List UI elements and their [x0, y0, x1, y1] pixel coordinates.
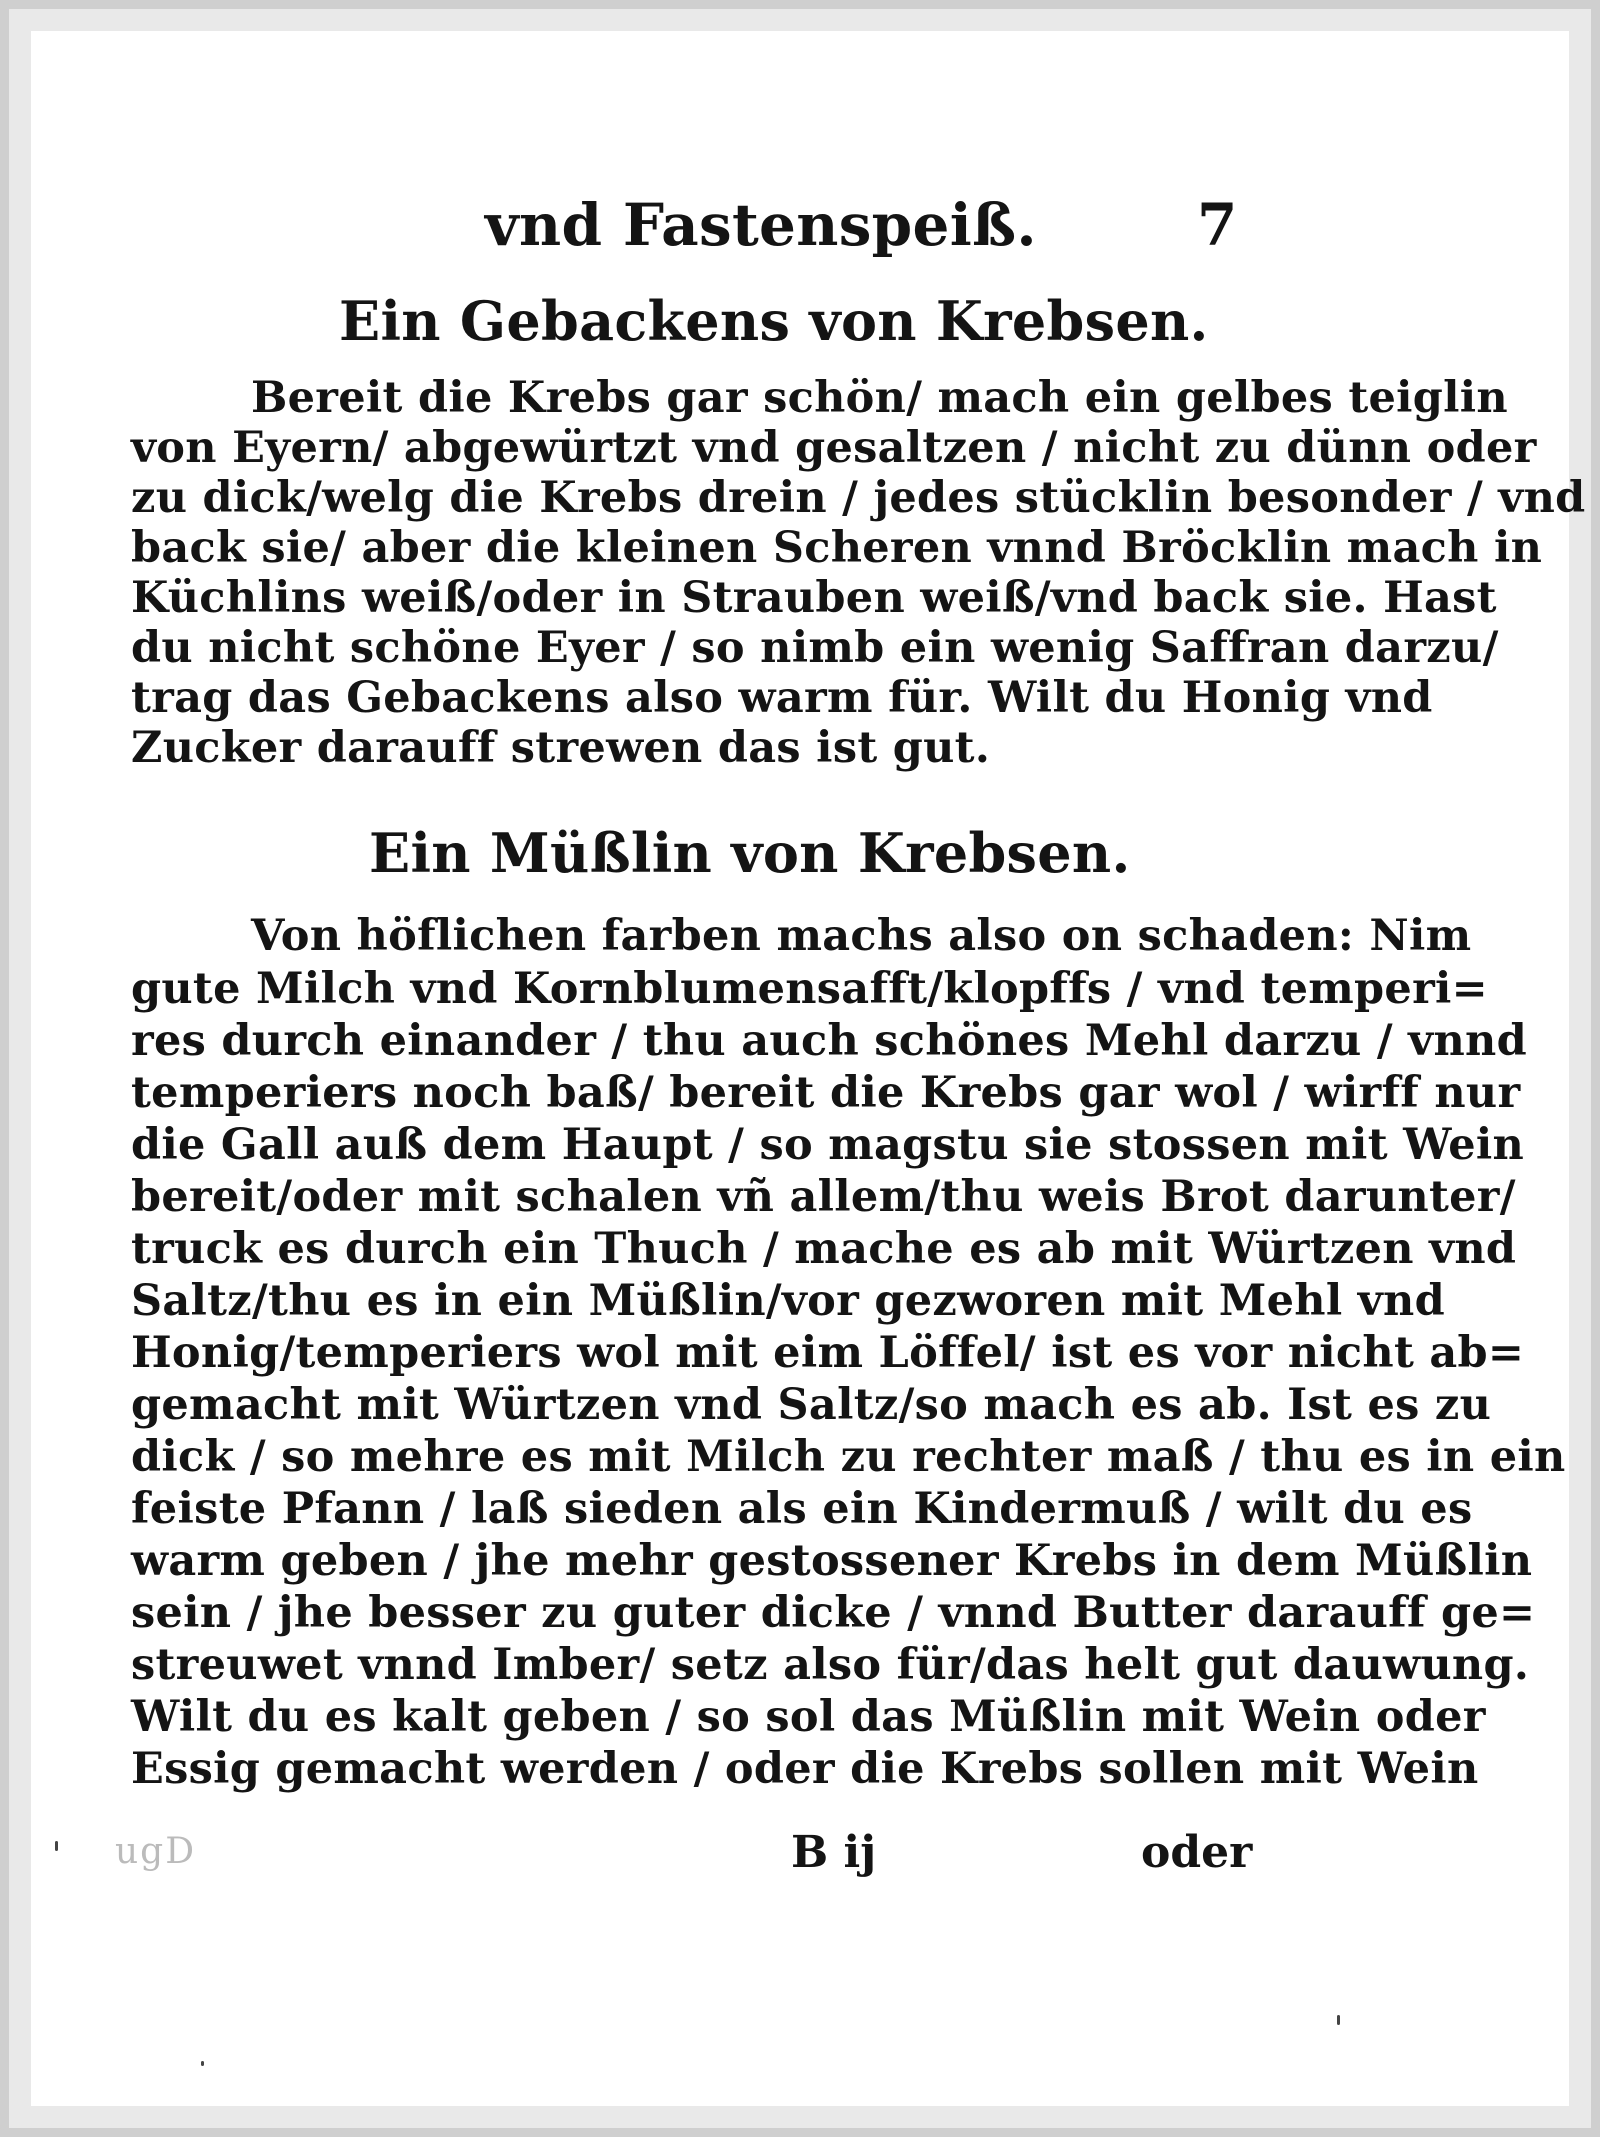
text-line: Essig gemacht werden / oder die Krebs sollen mit Wein [131, 1744, 1479, 1794]
ink-speck [55, 1841, 58, 1851]
catchword: oder [1141, 1827, 1253, 1878]
text-line: bereit/oder mit schalen vñ allem/thu weis Brot darunter/ [131, 1172, 1516, 1222]
text-line: Wilt du es kalt geben / so sol das Müßlin mit Wein oder [131, 1692, 1486, 1742]
section-heading: Ein Gebackens von Krebsen. [339, 289, 1209, 353]
text-line: gute Milch vnd Kornblumensafft/klopffs / vnd temperi= [131, 964, 1489, 1014]
signature-mark: B ij [791, 1827, 877, 1878]
book-page [31, 31, 1586, 2106]
text-line: streuwet vnnd Imber/ setz also für/das helt gut dauwung. [131, 1640, 1530, 1690]
text-line: dick / so mehre es mit Milch zu rechter maß / thu es in ein [131, 1432, 1566, 1482]
text-line: Saltz/thu es in ein Müßlin/vor gezworen mit Mehl vnd [131, 1276, 1445, 1326]
text-line: von Eyern/ abgewürtzt vnd gesaltzen / nicht zu dünn oder [131, 423, 1537, 473]
text-line: gemacht mit Würtzen vnd Saltz/so mach es ab. Ist es zu [131, 1380, 1492, 1430]
running-head: vnd Fastenspeiß. [485, 191, 1037, 259]
text-line: sein / jhe besser zu guter dicke / vnnd Butter darauff ge= [131, 1588, 1536, 1638]
section-heading: Ein Müßlin von Krebsen. [369, 821, 1131, 885]
text-line: feiste Pfann / laß sieden als ein Kindermuß / wilt du es [131, 1484, 1473, 1534]
text-line: Bereit die Krebs gar schön/ mach ein gelbes teiglin [251, 373, 1508, 423]
scan-frame [9, 9, 1591, 2128]
margin-smudge: ugD [115, 1831, 197, 1872]
text-line: zu dick/welg die Krebs drein / jedes stücklin besonder / vnd [131, 473, 1586, 523]
text-line: back sie/ aber die kleinen Scheren vnnd Bröcklin mach in [131, 523, 1543, 573]
text-line: Von höflichen farben machs also on schaden: Nim [251, 911, 1472, 961]
text-line: du nicht schöne Eyer / so nimb ein wenig Saffran darzu/ [131, 623, 1499, 673]
text-line: truck es durch ein Thuch / mache es ab mit Würtzen vnd [131, 1224, 1517, 1274]
text-line: Zucker darauff strewen das ist gut. [131, 723, 991, 773]
ink-speck [1337, 2015, 1340, 2025]
text-line: res durch einander / thu auch schönes Mehl darzu / vnnd [131, 1016, 1527, 1066]
page-number: 7 [1197, 191, 1238, 259]
text-line: die Gall auß dem Haupt / so magstu sie stossen mit Wein [131, 1120, 1525, 1170]
text-line: Küchlins weiß/oder in Strauben weiß/vnd back sie. Hast [131, 573, 1497, 623]
text-line: trag das Gebackens also warm für. Wilt du Honig vnd [131, 673, 1433, 723]
ink-speck [201, 2061, 204, 2066]
text-line: Honig/temperiers wol mit eim Löffel/ ist es vor nicht ab= [131, 1328, 1525, 1378]
text-line: warm geben / jhe mehr gestossener Krebs in dem Müßlin [131, 1536, 1533, 1586]
text-line: temperiers noch baß/ bereit die Krebs gar wol / wirff nur [131, 1068, 1521, 1118]
